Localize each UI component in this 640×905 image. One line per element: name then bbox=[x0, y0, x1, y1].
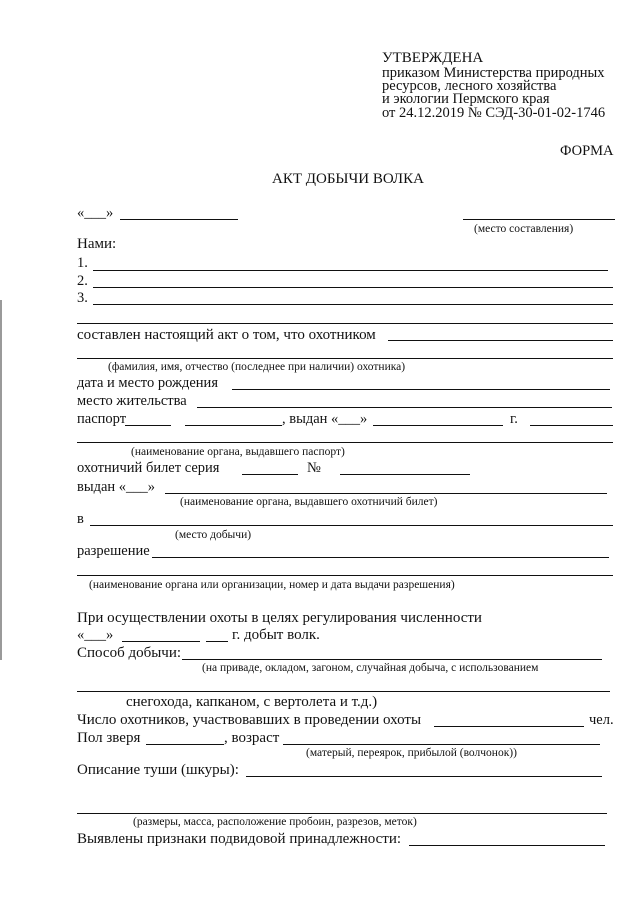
carcass-line[interactable] bbox=[77, 813, 607, 814]
date-line[interactable] bbox=[120, 219, 238, 220]
persons-unit: чел. bbox=[589, 712, 614, 728]
carcass-label: Описание туши (шкуры): bbox=[77, 762, 239, 778]
hunter-line[interactable] bbox=[388, 340, 613, 341]
permit-line[interactable] bbox=[77, 575, 613, 576]
hunter-line[interactable] bbox=[77, 358, 613, 359]
kill-place-line[interactable] bbox=[90, 525, 613, 526]
approval-title: УТВЕРЖДЕНА bbox=[382, 50, 484, 66]
passport-issuer-line[interactable] bbox=[77, 442, 613, 443]
member-number: 1. bbox=[77, 255, 88, 271]
ticket-caption: (наименование органа, выдавшего охотничий билет) bbox=[180, 496, 438, 508]
method-line[interactable] bbox=[182, 659, 602, 660]
passport-number-line[interactable] bbox=[185, 425, 282, 426]
wolf-taken-text: г. добыт волк. bbox=[232, 627, 320, 643]
method-caption-cont: снегохода, капканом, с вертолета и т.д.) bbox=[126, 694, 378, 710]
kill-place-caption: (место добычи) bbox=[175, 529, 252, 541]
form-label: ФОРМА bbox=[560, 143, 614, 159]
member-line[interactable] bbox=[77, 323, 613, 324]
ticket-series-line[interactable] bbox=[242, 474, 298, 475]
method-line[interactable] bbox=[77, 691, 610, 692]
ticket-issued-label: выдан «___» bbox=[77, 479, 156, 495]
subspecies-label: Выявлены признаки подвидовой принадлежности: bbox=[77, 831, 402, 847]
member-number: 2. bbox=[77, 273, 88, 289]
page-edge-mark bbox=[0, 300, 2, 660]
birth-line[interactable] bbox=[232, 389, 610, 390]
age-line[interactable] bbox=[283, 744, 600, 745]
approval-line: от 24.12.2019 № СЭД-30-01-02-1746 bbox=[382, 105, 606, 121]
member-number: 3. bbox=[77, 290, 88, 306]
hunters-count-line[interactable] bbox=[434, 726, 584, 727]
member-line[interactable] bbox=[93, 304, 613, 305]
residence-label: место жительства bbox=[77, 393, 187, 409]
place-caption: (место составления) bbox=[474, 223, 574, 235]
residence-line[interactable] bbox=[197, 407, 612, 408]
ticket-issued-line[interactable] bbox=[165, 493, 607, 494]
document-title: АКТ ДОБЫЧИ ВОЛКА bbox=[272, 171, 424, 187]
birth-label: дата и место рождения bbox=[77, 375, 218, 391]
by-us-label: Нами: bbox=[77, 236, 117, 252]
passport-year-line[interactable] bbox=[530, 425, 613, 426]
approval-line: ресурсов, лесного хозяйства bbox=[382, 78, 557, 94]
age-caption: (матерый, переярок, прибылой (волчонок)) bbox=[306, 747, 517, 759]
age-label: , возраст bbox=[224, 730, 280, 746]
approval-line: и экологии Пермского края bbox=[382, 91, 550, 107]
passport-label: паспорт bbox=[77, 411, 127, 427]
method-caption: (на приваде, окладом, загоном, случайная добыча, с использованием bbox=[202, 662, 539, 674]
in-label: в bbox=[77, 511, 84, 527]
method-label: Способ добычи: bbox=[77, 645, 182, 661]
date-field-label: «___» bbox=[77, 205, 114, 221]
kill-date-label: «___» bbox=[77, 627, 114, 643]
passport-series-line[interactable] bbox=[125, 425, 171, 426]
carcass-line[interactable] bbox=[246, 776, 602, 777]
carcass-caption: (размеры, масса, расположение пробоин, разрезов, меток) bbox=[133, 816, 417, 828]
hunter-caption: (фамилия, имя, отчество (последнее при наличии) охотника) bbox=[108, 361, 406, 373]
sex-label: Пол зверя bbox=[77, 730, 141, 746]
kill-month-line[interactable] bbox=[122, 641, 200, 642]
sex-line[interactable] bbox=[146, 744, 224, 745]
member-line[interactable] bbox=[93, 270, 608, 271]
hunters-count-label: Число охотников, участвовавших в проведении охоты bbox=[77, 712, 422, 728]
ticket-series-label: охотничий билет серия bbox=[77, 460, 220, 476]
kill-year-line[interactable] bbox=[206, 641, 228, 642]
composed-text: составлен настоящий акт о том, что охотником bbox=[77, 327, 376, 343]
passport-date-line[interactable] bbox=[373, 425, 503, 426]
approval-line: приказом Министерства природных bbox=[382, 65, 605, 81]
year-label: г. bbox=[510, 411, 518, 427]
regulation-text: При осуществлении охоты в целях регулирования численности bbox=[77, 610, 482, 626]
place-line[interactable] bbox=[463, 219, 615, 220]
permit-label: разрешение bbox=[77, 543, 150, 559]
member-line[interactable] bbox=[93, 287, 613, 288]
permit-line[interactable] bbox=[152, 557, 609, 558]
passport-issued-label: , выдан «___» bbox=[282, 411, 368, 427]
ticket-number-sign: № bbox=[307, 460, 321, 476]
passport-caption: (наименование органа, выдавшего паспорт) bbox=[131, 446, 345, 458]
permit-caption: (наименование органа или организации, номер и дата выдачи разрешения) bbox=[89, 579, 455, 591]
ticket-number-line[interactable] bbox=[340, 474, 470, 475]
subspecies-line[interactable] bbox=[409, 845, 605, 846]
